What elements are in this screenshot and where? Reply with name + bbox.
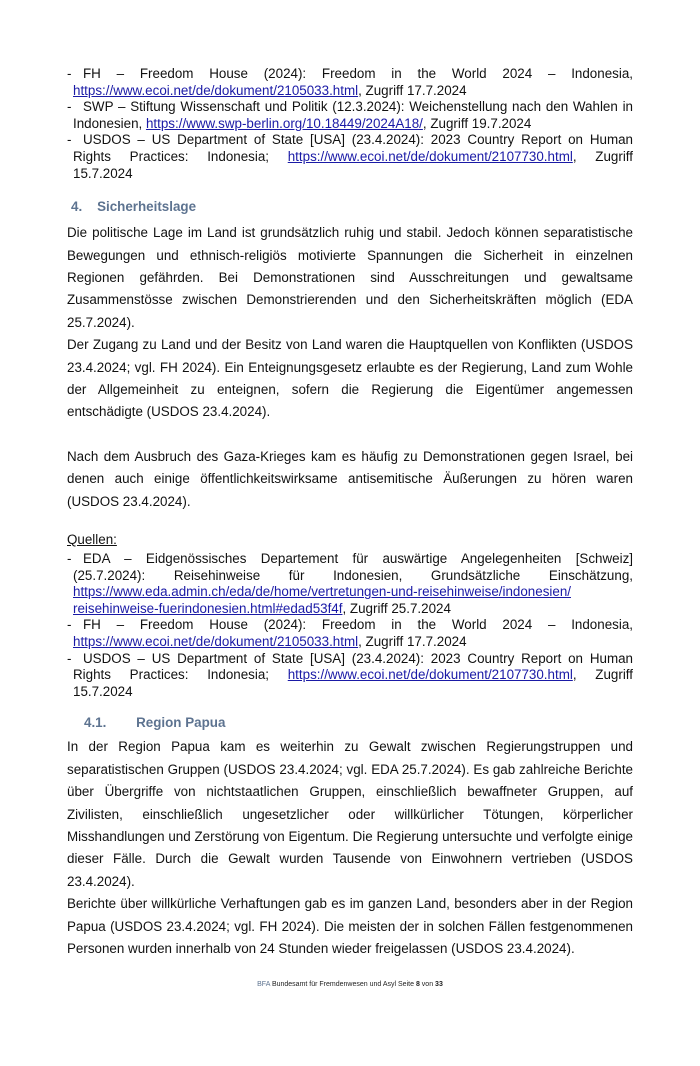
reference-item: - FH – Freedom House (2024): Freedom in the World 2024 – Indonesia, https://www.ecoi.net/de/dokument/2105033.html, Zugriff 17.7.2024 <box>67 66 633 99</box>
references-top <box>67 66 633 182</box>
paragraph: Berichte über willkürliche Verhaftungen gab es im ganzen Land, besonders aber in der Region Papua (USDOS 23.4.2024; vgl. FH 2024). Die meisten der in solchen Fällen festgenommenen Personen wurden innerhalb von 24 Stunden wieder freigelassen (USDOS 23.4.2024). <box>67 896 633 957</box>
reference-link[interactable]: https://www.ecoi.net/de/dokument/2105033.html <box>73 634 359 649</box>
paragraph: Nach dem Ausbruch des Gaza-Krieges kam es häufig zu Demonstrationen gegen Israel, bei denen auch einige öffentlichkeitswirksame antisemitische Äußerungen zu hören waren (USDOS 23.4.2024). <box>67 448 633 509</box>
section-heading-4-1: 4.1. Region Papua <box>84 715 226 731</box>
reference-link[interactable]: https://www.ecoi.net/de/dokument/2107730.html <box>287 148 573 164</box>
reference-link[interactable]: https://www.swp-berlin.org/10.18449/2024A18/ <box>145 115 423 131</box>
reference-item: - USDOS – US Department of State [USA] (23.4.2024): 2023 Country Report on Human Rights Practices: Indonesia; https://www.ecoi.net/de/dokument/2107730.html, Zugriff 15.7.2024 <box>67 132 633 182</box>
reference-link[interactable]: https://www.eda.admin.ch/eda/de/home/vertretungen-und-reisehinweise/indonesien/ reisehinweise-fuerindonesien.html#edad53f4f <box>73 584 571 616</box>
paragraph: In der Region Papua kam es weiterhin zu Gewalt zwischen Regierungstruppen und separatistischen Gruppen (USDOS 23.4.2024; vgl. EDA 25.7.2024). Es gab zahlreiche Berichte über Übergriffe von nichtstaatlichen Gruppen, einschließlich bewaffneter Gruppen, auf Zivilisten, einschließlich ungesetzlicher oder willkürlicher Tötungen, körperlicher Misshandlungen und Zerstörung von Eigentum. Die Regierung untersuchte und verfolgte einige dieser Fälle. Durch die Gewalt wurden Tausende von Einwohnern vertrieben (USDOS 23.4.2024). <box>67 739 633 889</box>
bfa-logo: BFA <box>257 981 270 989</box>
paragraph: Die politische Lage im Land ist grundsätzlich ruhig und stabil. Jedoch können separatistische Bewegungen und ethnisch-religiös motivierte Spannungen die Sicherheit in einzelnen Regionen gefährden. Bei Demonstrationen sind Ausschreitungen und gewaltsame Zusammenstösse zwischen Demonstrierenden und den Sicherheitskräften möglich (EDA 25.7.2024). <box>67 225 633 330</box>
section-heading-4: 4. Sicherheitslage <box>71 199 197 215</box>
sources-label: Quellen: <box>67 532 117 548</box>
reference-item: - SWP – Stiftung Wissenschaft und Politik (12.3.2024): Weichenstellung nach den Wahlen in Indonesien, https://www.swp-berlin.org/10.18449/2024A18/, Zugriff 19.7.2024 <box>67 99 633 132</box>
reference-item: - EDA – Eidgenössisches Departement für auswärtige Angelegenheiten [Schweiz] (25.7.2024): Reisehinweise für Indonesien, Grundsätzliche Einschätzung, https://www.eda.admin.ch/eda/de/home/vertretungen-und-reisehinweise/indonesien/ reisehinweise-fuerindonesien.html#edad53f4f, Zugriff 25.7.2024 <box>67 551 633 617</box>
reference-item: - USDOS – US Department of State [USA] (23.4.2024): 2023 Country Report on Human Rights Practices: Indonesia; https://www.ecoi.net/de/dokument/2107730.html, Zugriff 15.7.2024 <box>67 651 633 701</box>
section-4-1-body <box>67 736 633 960</box>
page-footer: BFA Bundesamt für Fremdenwesen und Asyl Seite 8 von 33 <box>257 981 443 989</box>
section-4-body <box>67 222 633 700</box>
paragraph: Der Zugang zu Land und der Besitz von Land waren die Hauptquellen von Konflikten (USDOS 23.4.2024; vgl. FH 2024). Ein Enteignungsgesetz erlaubte es der Regierung, Land zum Wohle der Allgemeinheit zu enteignen, sofern die Regierung die Eigentümer angemessen entschädigte (USDOS 23.4.2024). <box>67 337 633 420</box>
reference-item: - FH – Freedom House (2024): Freedom in the World 2024 – Indonesia, https://www.ecoi.net/de/dokument/2105033.html, Zugriff 17.7.2024 <box>67 617 633 650</box>
reference-link[interactable]: https://www.ecoi.net/de/dokument/2107730.html <box>287 667 573 683</box>
reference-link[interactable]: https://www.ecoi.net/de/dokument/2105033.html <box>73 82 359 98</box>
